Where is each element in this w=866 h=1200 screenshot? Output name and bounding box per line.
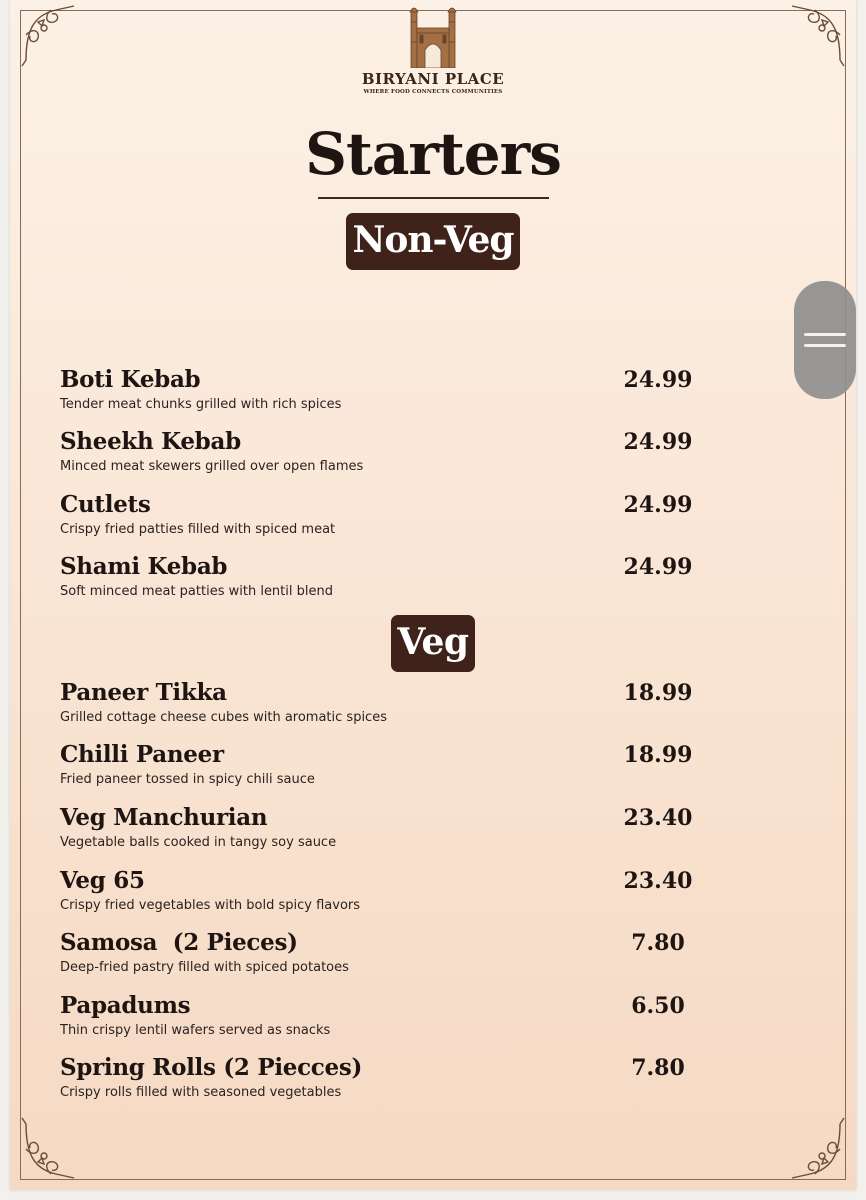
item-description: Deep-fried pastry filled with spiced potatoes bbox=[60, 960, 349, 975]
floral-corner-icon bbox=[16, 0, 86, 70]
item-price: 7.80 bbox=[631, 1055, 685, 1081]
item-price: 18.99 bbox=[623, 680, 693, 706]
menu-item bbox=[60, 804, 693, 850]
item-price: 23.40 bbox=[623, 868, 693, 894]
menu-item bbox=[60, 679, 693, 725]
item-name: Papadums bbox=[60, 992, 191, 1019]
item-price: 24.99 bbox=[623, 554, 693, 580]
scroll-handle-icon bbox=[804, 333, 846, 336]
item-price: 24.99 bbox=[623, 367, 693, 393]
section-badge-nonveg: Non-Veg bbox=[346, 213, 520, 270]
item-name: Paneer Tikka bbox=[60, 679, 227, 706]
item-name: Boti Kebab bbox=[60, 366, 201, 393]
item-name: Samosa (2 Pieces) bbox=[60, 929, 298, 956]
item-price: 6.50 bbox=[631, 993, 685, 1019]
item-price: 24.99 bbox=[623, 429, 693, 455]
item-name: Sheekh Kebab bbox=[60, 428, 241, 455]
item-description: Crispy fried patties filled with spiced meat bbox=[60, 522, 336, 537]
page-title: Starters bbox=[305, 120, 561, 188]
menu-item bbox=[60, 491, 693, 537]
menu-item bbox=[60, 741, 693, 787]
item-description: Crispy fried vegetables with bold spicy flavors bbox=[60, 898, 361, 913]
item-price: 18.99 bbox=[623, 742, 693, 768]
item-description: Soft minced meat patties with lentil blend bbox=[60, 584, 333, 599]
item-description: Crispy rolls filled with seasoned vegetables bbox=[60, 1085, 342, 1100]
item-name: Shami Kebab bbox=[60, 553, 228, 580]
item-name: Chilli Paneer bbox=[60, 741, 224, 768]
floral-corner-icon bbox=[780, 1114, 850, 1184]
menu-item bbox=[60, 1055, 690, 1100]
title-divider bbox=[318, 197, 549, 199]
section-badge-veg: Veg bbox=[391, 615, 475, 672]
brand-name: BIRYANI PLACE bbox=[361, 70, 505, 88]
menu-item bbox=[60, 366, 693, 412]
menu-item bbox=[60, 993, 690, 1038]
scroll-handle[interactable] bbox=[794, 281, 856, 399]
brand-tagline: WHERE FOOD CONNECTS COMMUNITIES bbox=[363, 89, 503, 95]
item-price: 23.40 bbox=[623, 805, 693, 831]
item-description: Vegetable balls cooked in tangy soy sauce bbox=[60, 835, 337, 850]
item-price: 7.80 bbox=[631, 930, 685, 956]
floral-corner-icon bbox=[780, 0, 850, 70]
charminar-icon bbox=[408, 2, 458, 68]
item-price: 24.99 bbox=[623, 492, 693, 518]
item-description: Minced meat skewers grilled over open flames bbox=[60, 459, 364, 474]
item-description: Grilled cottage cheese cubes with aromatic spices bbox=[60, 710, 387, 725]
item-description: Tender meat chunks grilled with rich spices bbox=[60, 397, 342, 412]
item-name: Veg Manchurian bbox=[60, 804, 268, 831]
item-description: Thin crispy lentil wafers served as snacks bbox=[60, 1023, 331, 1038]
scroll-handle-icon bbox=[804, 344, 846, 347]
menu-item bbox=[60, 553, 693, 599]
brand-logo bbox=[352, 2, 514, 102]
item-name: Spring Rolls (2 Piecces) bbox=[60, 1054, 363, 1081]
item-name: Veg 65 bbox=[60, 867, 145, 894]
floral-corner-icon bbox=[16, 1114, 86, 1184]
item-name: Cutlets bbox=[60, 491, 151, 518]
menu-item bbox=[60, 428, 693, 474]
menu-item bbox=[60, 867, 693, 913]
item-description: Fried paneer tossed in spicy chili sauce bbox=[60, 772, 315, 787]
menu-item bbox=[60, 930, 690, 975]
